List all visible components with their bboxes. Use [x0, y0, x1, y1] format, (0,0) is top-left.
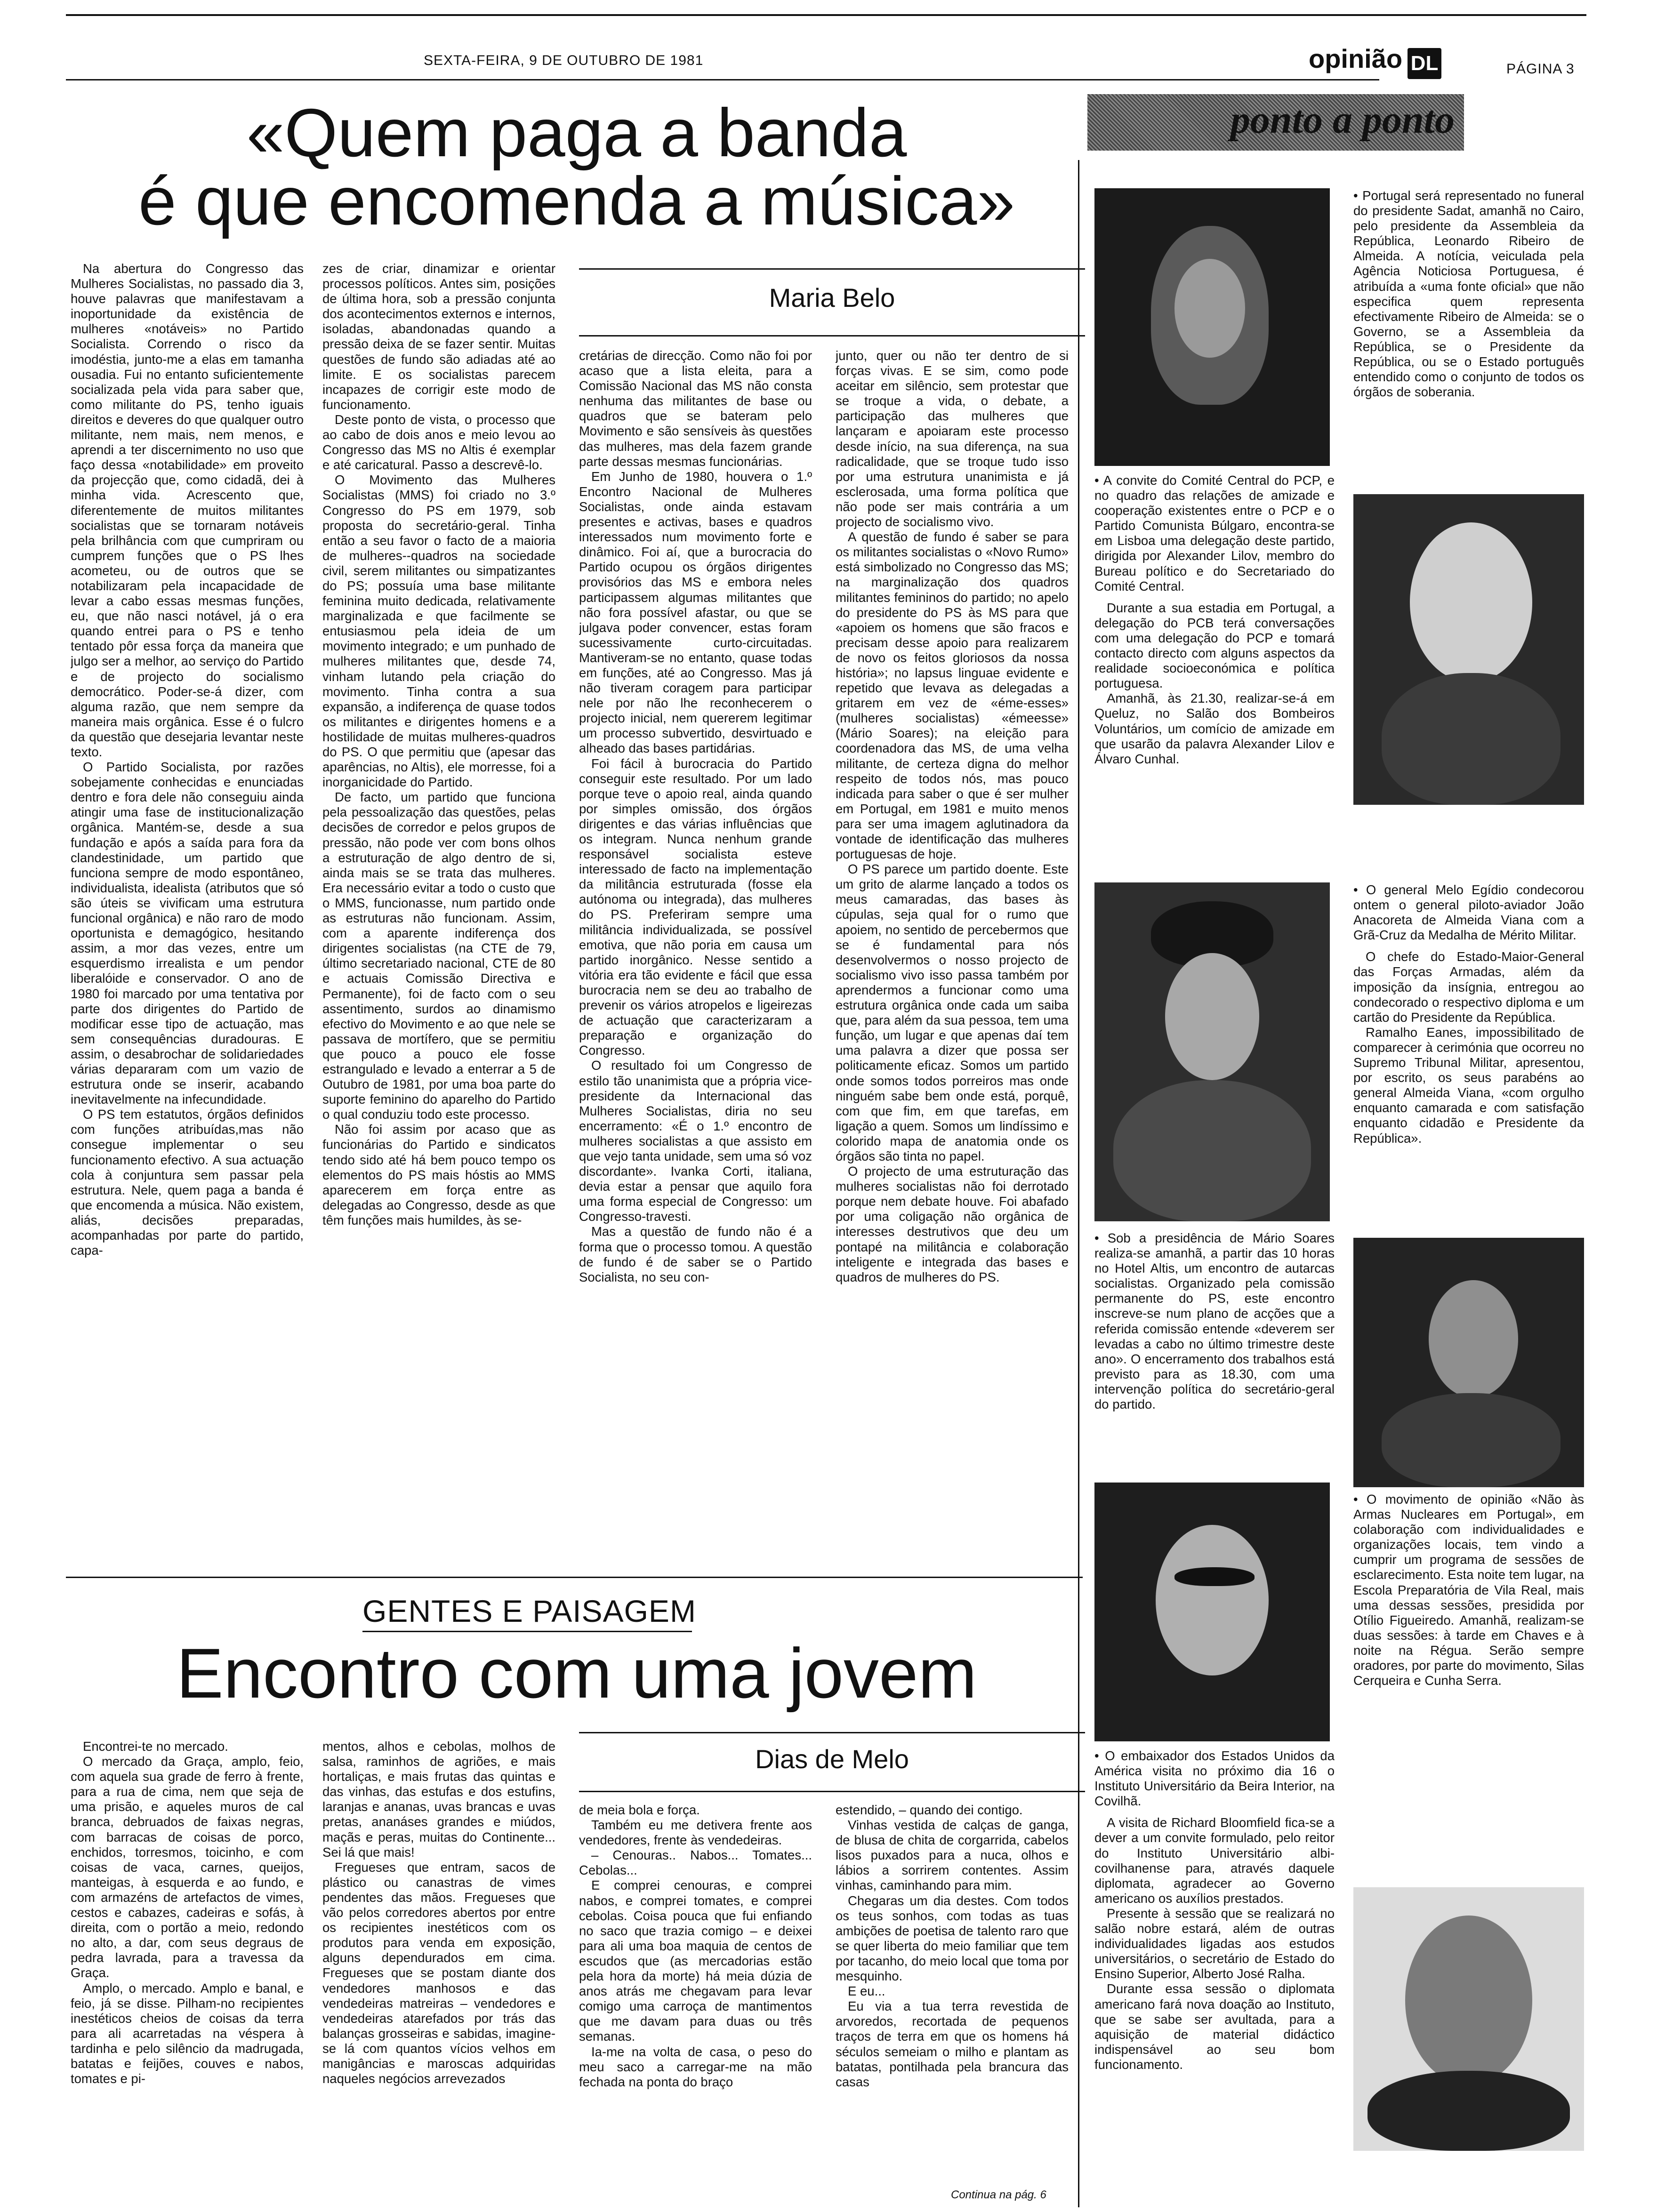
sidebar-item-us-ambassador	[1094, 1748, 1335, 2207]
byline-bottom-rule	[579, 335, 1085, 337]
sidebar-paragraph: • Sob a presidência de Mário Soares realiza-se amanhã, a partir das 10 horas no Hotel Altis, um encontro de autarcas socialistas. Organizado pela comissão permanente do PS, este encontro inscreve-se num plano de acções que a referida comissão entende «deverem ser levadas a cabo no último trimestre deste ano». O encerramento dos trabalhos está previsto para as 18.30, com uma intervenção política do secretário-geral do partido.	[1094, 1231, 1335, 1412]
paragraph: O PS parece um partido doente. Este um grito de alarme lançado a todos os meus camaradas, das bases às cúpulas, seja qual for o rumo que apoiem, no sentido de percebermos que se é fundamental para nós desenvolvermos o nosso projecto de socialismo vivo isso passa também por aprendermos a funcionar como uma estrutura orgânica onde cada um saiba que, para além da sua pessoa, tem uma função, um lugar e que apenas daí tem uma palavra a dizer que possa ser politicamente eficaz. Somos um partido onde somos todos porreiros mas onde ninguém sabe bem onde está, porquê, com que fim, em que tarefas, em ligação a quem. Somos um lindíssimo e colorido mapa de anatomia onde os órgãos são tinta no papel.	[836, 862, 1069, 1163]
article1-headline	[71, 95, 1083, 239]
paragraph: Mas a questão de fundo não é a forma que o processo tomou. A questão de fundo é de saber se o Partido Socialista, no seu con-	[579, 1224, 812, 1284]
sidebar-item-anti-nuclear	[1353, 1492, 1584, 1755]
paragraph: O mercado da Graça, amplo, feio, com aquela sua grade de ferro à frente, para a rua de cima, nem que seja de uma prisão, e aqueles muros de cal branca, debruados de faixas negras, com barracas de coisas de porco, enchidos, torresmos, toicinho, e com coisas de vaca, carnes, queijos, manteigas, à esquerda e ao fundo, e com armazéns de artefactos de vimes, cestos e cabazes, cadeiras e sofás, à direita, com o portão a meio, redondo no alto, a dar, com seus degraus de pedra lavrada, para a travessa da Graça.	[71, 1754, 304, 1980]
paragraph: Eu via a tua terra revestida de arvoredos, recortada de pequenos traços de terra em que os homens há séculos semeiam o milho e plantam as batatas, pontilhada pela brancura das casas	[836, 1999, 1069, 2089]
sidebar-paragraph: • O embaixador dos Estados Unidos da América visita no próximo dia 16 o Instituto Universitário da Beira Interior, na Covilhã.	[1094, 1748, 1335, 1809]
header-top-rule	[66, 14, 1586, 16]
sidebar-banner	[1087, 94, 1464, 151]
article1-author: Maria Belo	[769, 283, 895, 313]
sidebar-paragraph: Durante a sua estadia em Portugal, a delegação do PCB terá conversações com uma delegação do PCP e tomará contacto directo com alguns aspectos da realidade socioeconómica e política portuguesa.	[1094, 600, 1335, 691]
paragraph: Fregueses que entram, sacos de plástico ou canastras de vimes pendentes das mãos. Fregueses que vão pelos corredores abertos por entre os recipientes inestéticos com os produtos para venda em exposição, alguns dependurados em cima. Fregueses que se postam diante dos vendedores manhosos e das vendedeiras matreiras – vendedores e vendedeiras atarefados por trás das balanças grosseiras e sabidas, imagine-se lá com quantos vícios velhos em manigâncias e maroscas adquiridas naqueles negócios arrevezados	[322, 1859, 555, 2086]
article1-headline-line1: «Quem paga a banda	[246, 95, 907, 171]
paragraph: Vinhas vestida de calças de ganga, de blusa de chita de corgarrida, cabelos lisos puxados para a nuca, olhos e lábios a sorrirem contentes. Assim vinhas, caminhando para mim.	[836, 1818, 1069, 1893]
article1-column-3	[579, 348, 812, 1577]
byline2-bottom-rule	[579, 1791, 1085, 1792]
paragraph: mentos, alhos e cebolas, molhos de salsa, raminhos de agriões, e mais hortaliças, e mais frutas das quintas e das vinhas, das estufas e dos estufins, laranjas e ananas, uvas brancas e uvas pretas, ananáses grandes e miúdos, maçãs e peras, muitas do Continente... Sei lá que mais!	[322, 1739, 555, 1859]
article2-headline: Encontro com uma jovem	[176, 1634, 977, 1713]
header-logo: DL	[1408, 48, 1441, 79]
sidebar-item-military-medal	[1353, 882, 1584, 1231]
article2-column-3	[579, 1803, 812, 2205]
sidebar-item-autarcas-meeting	[1094, 1231, 1335, 1475]
sidebar-paragraph: Presente à sessão que se realizará no salão nobre estará, além de outras individualidades ligadas aos estudos universitários, o secretário de Estado do Ensino Superior, Alberto José Ralha.	[1094, 1906, 1335, 1981]
photo-mario-soares	[1353, 1238, 1584, 1487]
continued-note: Continua na pág. 6	[951, 2188, 1046, 2201]
paragraph: Não foi assim por acaso que as funcionárias do Partido e sindicatos tendo sido até há bem pouco tempo os elementos do PS mais hóstis ao MMS aparecerem em força entre as delegadas ao Congresso, desde as que têm funções mais humildes, às se-	[322, 1122, 555, 1227]
paragraph: O projecto de uma estruturação das mulheres socialistas não foi derrotado porque nem debate houve. Foi abafado por uma coligação não orgânica de interesses destrutivos que deu um pontapé na militância e colaboração inteligente e integrada das bases e quadros de mulheres do PS.	[836, 1164, 1069, 1284]
sidebar-paragraph: • A convite do Comité Central do PCP, e no quadro das relações de amizade e cooperação existentes entre o PCP e o Partido Comunista Búlgaro, encontra-se em Lisboa uma delegação deste partido, dirigida por Alexander Lilov, membro do Bureau político e do Secretariado do Comité Central.	[1094, 473, 1335, 593]
kicker-underline	[362, 1631, 692, 1632]
photo-dias-de-melo	[1094, 1483, 1330, 1741]
byline2-top-rule	[579, 1732, 1085, 1733]
paragraph: Ia-me na volta de casa, o peso do meu saco a carregar-me na mão fechada na ponta do braço	[579, 2044, 812, 2089]
article2-author: Dias de Melo	[755, 1744, 909, 1774]
byline-top-rule	[579, 268, 1085, 270]
sidebar-paragraph: Durante essa sessão o diplomata americano fará nova doação ao Instituto, que se sabe ser avultada, para a aquisição de material didáctico indispensável ao seu bom funcionamento.	[1094, 1981, 1335, 2072]
sidebar-paragraph: • O movimento de opinião «Não às Armas Nucleares em Portugal», em colaboração com individualidades e organizações locais, tem vindo a cumprir um programa de sessões de esclarecimento. Esta noite tem lugar, na Escola Preparatória de Vila Real, mais uma dessas sessões, presidida por Otílio Figueiredo. Amanhã, realizam-se duas sessões: à tarde em Chaves e à noite na Régua. Serão sempre oradores, por parte do movimento, Silas Cerqueira e Cunha Serra.	[1353, 1492, 1584, 1688]
article1-column-4	[836, 348, 1069, 1577]
article2-column-2	[322, 1739, 555, 2205]
sidebar-paragraph: O chefe do Estado-Maior-General das Forças Armadas, além da imposição da insígnia, entregou ao condecorado o respectivo diploma e um cartão do Presidente da República.	[1353, 949, 1584, 1025]
article1-column-1	[71, 261, 304, 1577]
header-section: opinião	[1309, 44, 1403, 73]
paragraph: Deste ponto de vista, o processo que ao cabo de dois anos e meio levou ao Congresso das MS no Altis é exemplar e até caricatural. Passo a descrevê-lo.	[322, 412, 555, 473]
paragraph: Em Junho de 1980, houvera o 1.º Encontro Nacional de Mulheres Socialistas, onde ainda estavam presentes e activas, bases e quadros interessados num movimento forte e dinâmico. Foi aí, que a burocracia do Partido ocupou os órgãos dirigentes provisórios das MS e embora neles participassem algumas militantes que não fora possível afastar, ou que se julgava poder convencer, estas foram sucessivamente curto-circuitadas. Mantiveram-se no entanto, quase todas em funções, até ao Congresso. Mas já não tiveram coragem para participar nele por não lhe reconhecerem o projecto inicial, nem quererem legitimar um processo subvertido, desvirtuado e alheado das bases partidárias.	[579, 469, 812, 756]
paragraph: Chegaras um dia destes. Com todos os teus sonhos, com todas as tuas ambições de poetisa de talento raro que se quer liberta do meio familiar que tem por tacanho, do meio local que toma por mesquinho.	[836, 1893, 1069, 1984]
paragraph: E eu...	[848, 1984, 885, 1999]
paragraph: E comprei cenouras, e comprei nabos, e comprei tomates, e comprei cebolas. Coisa pouca que fui enfiando no saco que trazia comigo – e deixei para ali uma boa maquia de centos de escudos que (as mercadorias estão pela hora da morte) há meia dúzia de anos atrás me chegavam para levar comigo uma carroça de mantimentos que me davam para duas ou três semanas.	[579, 1878, 812, 2044]
paragraph: cretárias de direcção. Como não foi por acaso que a lista eleita, para a Comissão Nacional das MS não consta nenhuma das militantes de base ou quadros que se bateram pelo Movimento e são sensíveis às questões das mulheres, mas dela fazem grande parte dessas mesmas funcionárias.	[579, 348, 812, 469]
sidebar-paragraph: • Portugal será representado no funeral do presidente Sadat, amanhã no Cairo, pelo presidente da Assembleia da República, Leonardo Ribeiro de Almeida. A notícia, veiculada pela Agência Noticiosa Portuguesa, é atribuída a «uma fonte oficial» que não especifica quem representa efectivamente Ribeiro de Almeida: se o Governo, se a Assembleia da República, se o Presidente da República, ou se o Estado português entendido como o conjunto de todos os órgãos de soberania.	[1353, 188, 1584, 400]
paragraph: O resultado foi um Congresso de estilo tão unanimista que a própria vice-presidente da Internacional das Mulheres Socialistas, diria no seu encerramento: «É o 1.º encontro de mulheres socialistas a que assisto em que vejo tanta unidade, sem uma só voz discordante». Ivanka Corti, italiana, devia estar a pensar que aquilo fora uma forma especial de Congresso: um Congresso-travesti.	[579, 1058, 812, 1224]
paragraph: A questão de fundo é saber se para os militantes socialistas o «Novo Rumo» está simbolizado no Congresso das MS; na marginalização dos quadros militantes femininos do partido; no apelo do presidente do PS às MS para que «apoiem os homens que são fracos e precisam desse apoio para realizarem de novo os feitos gloriosos da nossa história»; no lapsus linguae evidente e repetido que levava as delegadas a gritarem em vez de «éme-esses» (mulheres socialistas) «émeesse» (Mário Soares); na eleição para coordenadora das MS, de uma velha militante, de certeza digna do melhor respeito de todos nós, mas pouco indicada para saber o que é ser mulher em Portugal, em 1981 e muito menos para ser uma imagem aglutinadora da vontade de identificação das mulheres portuguesas de hoje.	[836, 529, 1069, 862]
article2-column-4	[836, 1803, 1069, 2188]
photo-richard-bloomfield	[1353, 1887, 1584, 2151]
article1-headline-line2: é que encomenda a música»	[138, 163, 1015, 239]
header-bottom-rule	[66, 79, 1379, 80]
article2-kicker: GENTES E PAISAGEM	[362, 1594, 696, 1628]
article1-column-2	[322, 261, 555, 1577]
photo-alexander-lilov	[1353, 494, 1584, 805]
paragraph: de meia bola e força.	[579, 1803, 700, 1817]
photo-general-melo-egidio	[1094, 882, 1330, 1221]
paragraph: estendido, – quando dei contigo.	[836, 1803, 1023, 1817]
sidebar-divider	[1078, 160, 1079, 2207]
sidebar-paragraph: Amanhã, às 21.30, realizar-se-á em Queluz, no Salão dos Bombeiros Voluntários, um comício de amizade em que usarão da palavra Alexander Lilov e Álvaro Cunhal.	[1094, 691, 1335, 766]
paragraph: Foi fácil à burocracia do Partido conseguir este resultado. Por um lado porque teve o apoio real, ainda quando por simples omissão, dos órgãos dirigentes e das várias influências que os integram. Nunca nenhum grande responsável socialista esteve interessado de facto na implementação da militância estruturada (fosse ela autónoma ou integrada), das mulheres do PS. Preferiram sempre uma militância individualizada, se possível emotiva, que não poria em causa um partido inorgânico. Nesse sentido a vitória era tão evidente e fácil que essa burocracia nem se deu ao trabalho de prevenir os vários atropelos e ligeirezas de actuação que caracterizaram a preparação e organização do Congresso.	[579, 756, 812, 1058]
sidebar-banner-title: ponto a ponto	[1230, 98, 1455, 142]
sidebar-item-pcb-delegation	[1094, 473, 1335, 873]
paragraph: Amplo, o mercado. Amplo e banal, e feio, já se disse. Pilham-no recipientes inestéticos cheios de coisas da terra para ali acarretadas na véspera à tardinha e pelo silêncio da madrugada, batatas e feijões, couves e nabos, tomates e pi-	[71, 1980, 304, 2086]
sidebar-paragraph: Ramalho Eanes, impossibilitado de comparecer à cerimónia que ocorreu no Supremo Tribunal Militar, apresentou, por escrito, os seus parabéns ao general Almeida Viana, «com orgulho enquanto camarada e com satisfação enquanto cidadão e Presidente da República».	[1353, 1025, 1584, 1146]
paragraph: Também eu me detivera frente aos vendedores, frente às vendedeiras.	[579, 1818, 812, 1848]
paragraph: – Cenouras.. Nabos... Tomates... Cebolas...	[579, 1848, 812, 1878]
sidebar-item-sadat-funeral	[1353, 188, 1584, 471]
photo-leonardo-ribeiro-de-almeida	[1094, 188, 1330, 466]
sidebar-paragraph: • O general Melo Egídio condecorou ontem o general piloto-aviador João Anacoreta de Almeida Viana com a Grã-Cruz da Medalha de Mérito Militar.	[1353, 882, 1584, 943]
paragraph: O Movimento das Mulheres Socialistas (MMS) foi criado no 3.º Congresso do PS em 1979, sob proposta do secretário-geral. Tinha então a seu favor o facto de a maioria de mulheres--quadros na sociedade civil, serem militantes ou simpatizantes do PS; possuía uma base militante feminina muito dedicada, relativamente marginalizada e que facilmente se entusiasmou pela ideia de um movimento integrado; e um punhado de mulheres militantes que, desde 74, vinham lutando pela criação do movimento. Tinha contra a sua expansão, a indiferença de quase todos os militantes e dirigentes homens e a hostilidade de muitas mulheres-quadros do PS. O que permitiu que (apesar das aparências, no Altis), ele morresse, foi a inorganicidade do Partido.	[322, 473, 555, 790]
paragraph: Na abertura do Congresso das Mulheres Socialistas, no passado dia 3, houve palavras que manifestavam a inoportunidade da existência de mulheres «notáveis» no Partido Socialista. Correndo o risco da imodéstia, junto-me a elas em tamanha ousadia. Fui no entanto suficientemente socializada pela vida para saber que, como militante do PS, tenho iguais direitos e deveres do que qualquer outro militante, nem mais, nem menos, e aprendi a ter discernimento no uso que faço dessa «notabilidade» em proveito da projecção que, como cidadã, dei à minha vida. Acrescento que, diferentemente de muitos militantes socialistas que se tornaram notáveis pela brilhância com que cumpriram ou cumprem funções que o PS lhes acometeu, ou de outros que se notabilizaram pela incapacidade de levar a cabo essas mesmas funções, eu, que não nasci notável, já o era quando entrei para o PS e tenho tentado pôr essa força da maneira que julgo ser a melhor, ao serviço do Partido e de projecto do socialismo democrático. Poder-se-á dizer, com alguma razão, que nem sempre da maneira mais orgânica. Esse é o fulcro da questão que desejaria levantar neste texto.	[71, 261, 304, 759]
paragraph: Encontrei-te no mercado.	[83, 1739, 228, 1754]
article-separator-rule	[66, 1577, 1083, 1578]
header-page-number: PÁGINA 3	[1506, 61, 1575, 77]
paragraph: O Partido Socialista, por razões sobejamente conhecidas e enunciadas dentro e fora dele não conseguiu ainda atingir uma fase de institucionalização orgânica. Mantém-se, desde a sua fundação e após a saída para fora da clandestinidade, um partido que funciona sempre de modo espontâneo, individualista, idealista (atributos que só são úteis se vivificam uma estrutura funcional orgânica) e não raro de modo oportunista e demagógico, hesitando assim, a mor das vezes, entre um esquerdismo irrealista e um pendor liberalóide e conservador. O ano de 1980 foi marcado por uma tentativa por parte dos dirigentes do Partido de modificar esse tipo de actuação, mas sem consequências duradouras. E assim, o desabrochar de solidariedades várias depararam com um vazio de estrutura onde se inserir, acabando inevitavelmente na infecundidade.	[71, 760, 304, 1107]
article2-column-1	[71, 1739, 304, 2205]
paragraph: O PS tem estatutos, órgãos definidos com funções atribuídas,mas não consegue implementar o seu funcionamento efectivo. A sua actuação cola à conjuntura sem passar pela estrutura. Nele, quem paga a banda é que encomenda a música. Não existem, aliás, decisões preparadas, acompanhadas por parte do partido, capa-	[71, 1107, 304, 1258]
paragraph: zes de criar, dinamizar e orientar processos políticos. Antes sim, posições de última hora, sob a pressão conjunta dos acontecimentos externos e internos, isoladas, abandonadas quando a pressão deixa de se fazer sentir. Muitas questões de fundo são adiadas até ao limite. E os socialistas parecem incapazes de corrigir este modo de funcionamento.	[322, 261, 555, 412]
header-date: SEXTA-FEIRA, 9 DE OUTUBRO DE 1981	[424, 53, 704, 68]
paragraph: De facto, um partido que funciona pela pessoalização das questões, pelas decisões de corredor e pelos grupos de pressão, não pode ver com bons olhos a estruturação de algo dentro de si, ainda mais se se trata das mulheres. Era necessário evitar a todo o custo que o MMS, funcionasse, num partido onde as estruturas não funcionam. Assim, com a aparente indiferença dos dirigentes socialistas (na CTE de 79, último secretariado nacional, CTE de 80 e actuais Comissão Directiva e Permanente), foi de facto com o seu assentimento, surdos ao dinamismo efectivo do Movimento e ao que nele se passava de mortífero, que se permitiu que pouco a pouco ele fosse estrangulado e levado a enterrar a 5 de Outubro de 1981, por uma boa parte do suporte feminino do aparelho do Partido o qual conduziu todo este processo.	[322, 790, 555, 1122]
sidebar-paragraph: A visita de Richard Bloomfield fica-se a dever a um convite formulado, pelo reitor do Instituto Universitário albi-covilhanense para, através daquele diplomata, agradecer ao Governo americano os auxílios prestados.	[1094, 1815, 1335, 1906]
paragraph: junto, quer ou não ter dentro de si forças vivas. E se sim, como pode aceitar em silêncio, sem protestar que se troque a vida, o debate, a participação das mulheres que lançaram e apoiaram este processo desde início, na sua diferença, na sua radicalidade, que se troque tudo isso por uma estrutura unanimista e já esclerosada, uma forma política que não pode ser mais contrária a um projecto de socialismo vivo.	[836, 348, 1069, 529]
